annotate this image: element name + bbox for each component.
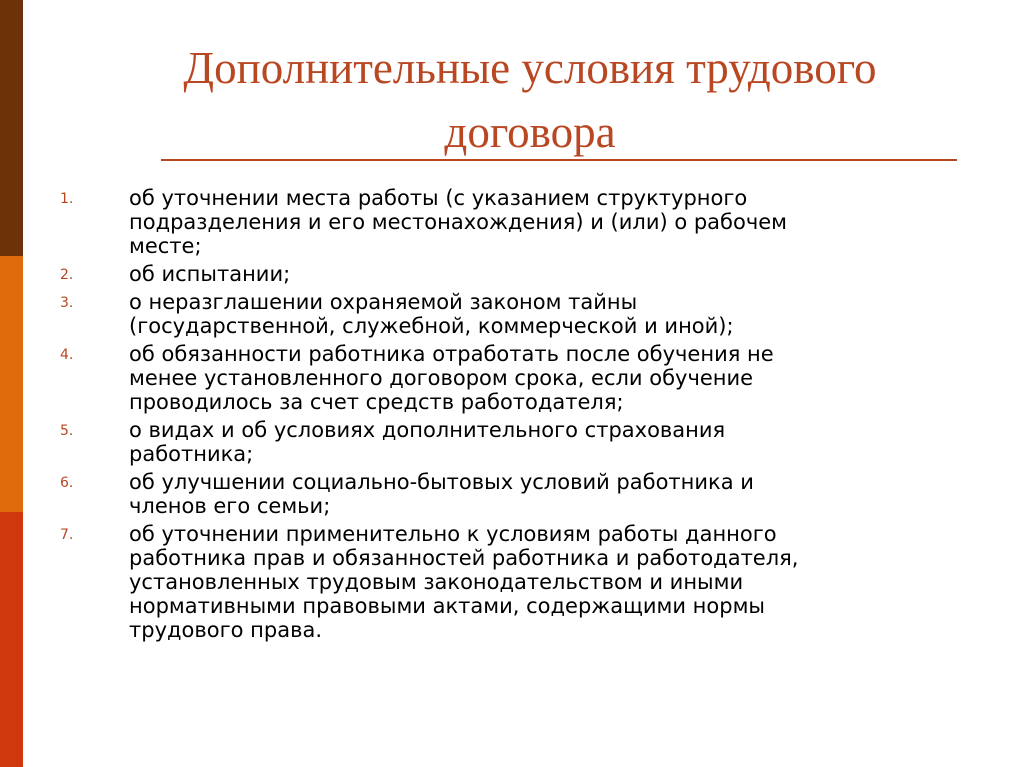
list-item-number: 3. bbox=[60, 295, 74, 311]
list-item-text: об уточнении применительно к условиям работы данного работника прав и обязанностей работника и работодателя, установленных трудовым законодательством и иными нормативными правовыми актами, содержащими нормы трудового права. bbox=[129, 522, 799, 642]
list-item bbox=[60, 470, 960, 518]
list-item-number: 1. bbox=[60, 191, 74, 207]
list-item-number: 6. bbox=[60, 475, 74, 491]
list-item-text: о видах и об условиях дополнительного страхования работника; bbox=[129, 418, 726, 466]
list-item bbox=[60, 342, 960, 414]
decor-band-dark bbox=[0, 0, 23, 256]
list-item bbox=[60, 418, 960, 466]
conditions-list bbox=[60, 186, 960, 646]
slide-title: Дополнительные условия трудового договора bbox=[183, 43, 877, 157]
list-item-number: 7. bbox=[60, 527, 74, 543]
list-item bbox=[60, 186, 960, 258]
list-item-text: о неразглашении охраняемой законом тайны (государственной, служебной, коммерческой и иной); bbox=[129, 290, 734, 338]
title-divider bbox=[161, 159, 957, 161]
list-item bbox=[60, 290, 960, 338]
list-item-text: об испытании; bbox=[129, 262, 291, 286]
list-item-number: 5. bbox=[60, 423, 74, 439]
list-item-number: 2. bbox=[60, 267, 74, 283]
list-item-text: об уточнении места работы (с указанием структурного подразделения и его местонахождения) и (или) о рабочем месте; bbox=[129, 186, 788, 258]
list-item bbox=[60, 262, 960, 286]
decor-band-red bbox=[0, 512, 23, 767]
list-item-number: 4. bbox=[60, 347, 74, 363]
decor-band-orange bbox=[0, 256, 23, 512]
list-item-text: об улучшении социально-бытовых условий работника и членов его семьи; bbox=[129, 470, 754, 518]
list-item-text: об обязанности работника отработать после обучения не менее установленного договором срока, если обучение проводилось за счет средств работодателя; bbox=[129, 342, 774, 414]
list-item bbox=[60, 522, 960, 642]
